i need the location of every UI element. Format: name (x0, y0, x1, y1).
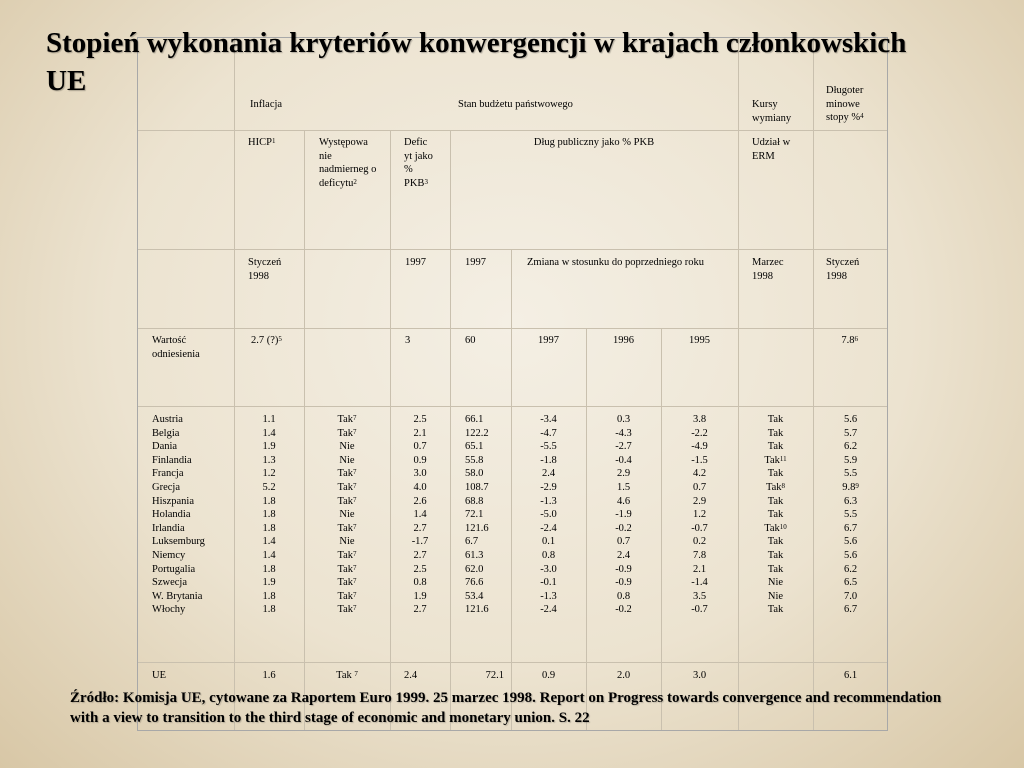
country-name: W. Brytania (152, 590, 203, 602)
change-1996-value: -2.7 (615, 441, 632, 453)
debt-value: 62.0 (465, 563, 484, 575)
excessive-deficit-column (304, 413, 390, 617)
change-1995-value: 2.1 (692, 563, 707, 575)
deficit-value: 2.7 (413, 522, 427, 534)
erm-value: Nie (767, 590, 784, 602)
change-1995-value: -1.4 (691, 577, 708, 589)
eu-change-1995: 3.0 (692, 670, 707, 681)
change-1995-value: 2.9 (692, 495, 707, 507)
change-1996-value: -4.3 (615, 427, 632, 439)
country-names-column (152, 413, 232, 617)
change-1997-value: -1.8 (540, 454, 557, 466)
grid-line (738, 38, 739, 730)
grid-line (138, 662, 887, 663)
grid-line (138, 130, 887, 131)
reference-year-1995: 1995 (689, 335, 710, 346)
erm-value: Nie (767, 577, 784, 589)
long-term-rate-value: 7.0 (843, 590, 858, 602)
erm-value: Tak (767, 509, 784, 521)
change-1997-value: -3.0 (540, 563, 557, 575)
change-1995-value: -0.7 (691, 604, 708, 616)
change-1996-value: -0.2 (615, 604, 632, 616)
debt-value: 55.8 (465, 454, 484, 466)
change-1996-value: 2.9 (616, 468, 631, 480)
change-1995-value: -2.2 (691, 427, 708, 439)
long-term-rate-value: 5.6 (843, 414, 858, 425)
hicp-value: 1.8 (262, 522, 276, 534)
excessive-deficit-value: Tak$^7$ (337, 549, 357, 561)
reference-year-1996: 1996 (613, 335, 634, 346)
deficit-value: 4.0 (413, 481, 427, 493)
long-term-rate-value: 6.2 (843, 441, 858, 453)
country-name: Włochy (152, 604, 186, 616)
change-1996-value: 0.3 (616, 414, 631, 425)
long-term-rate-value: 5.9 (843, 454, 858, 466)
hicp-value: 1.8 (262, 495, 276, 507)
deficit-value: 2.5 (413, 414, 427, 425)
excessive-deficit-value: Nie (339, 441, 355, 453)
change-1997-column (511, 413, 586, 617)
country-name: Szwecja (152, 577, 187, 589)
deficit-value: 2.5 (413, 563, 427, 575)
long-term-rate-value: 5.6 (843, 549, 858, 561)
debt-value: 66.1 (465, 414, 484, 425)
country-name: Hiszpania (152, 495, 194, 507)
long-term-rate-value: $9.8^9$ (842, 481, 859, 493)
country-name: Holandia (152, 509, 191, 521)
erm-value: Tak$^{11}$ (764, 454, 787, 466)
eu-deficit: 2.4 (404, 670, 418, 681)
debt-value: 65.1 (465, 441, 484, 453)
change-1996-value: 4.6 (616, 495, 631, 507)
eu-rate: 6.1 (843, 670, 858, 681)
change-1996-value: -0.9 (615, 563, 632, 575)
header-kursy: Kursy wymiany (752, 99, 792, 124)
long-term-rate-value: 6.3 (843, 495, 858, 507)
eu-debt: 72.1 (485, 670, 504, 681)
deficit-value: 1.9 (413, 590, 427, 602)
hicp-value: 5.2 (262, 481, 276, 493)
debt-value: 72.1 (465, 509, 484, 521)
debt-value: 76.6 (465, 577, 484, 589)
header-hicp-date: Styczeń 1998 (248, 257, 282, 282)
change-1996-value: 0.8 (616, 590, 631, 602)
eu-change-1997: 0.9 (541, 670, 556, 681)
reference-dlug: 60 (465, 335, 476, 346)
header-erm: Udział w ERM (752, 137, 791, 162)
reference-hicp: 2.7 (?)$^5$ (251, 335, 282, 346)
country-name: Irlandia (152, 522, 185, 534)
country-name: Niemcy (152, 549, 186, 561)
excessive-deficit-value: Tak$^7$ (337, 495, 357, 507)
country-name: Luksemburg (152, 536, 205, 548)
country-name: Austria (152, 414, 183, 425)
long-term-rate-value: 6.7 (843, 522, 858, 534)
hicp-value: 1.3 (262, 454, 276, 466)
hicp-value: 1.8 (262, 509, 276, 521)
excessive-deficit-value: Tak$^7$ (337, 563, 357, 575)
header-dlug: Dług publiczny jako % PKB (533, 137, 655, 148)
grid-line (234, 38, 235, 730)
excessive-deficit-value: Tak$^7$ (337, 481, 357, 493)
debt-value: 122.2 (465, 427, 489, 439)
change-1995-value: 4.2 (692, 468, 707, 480)
debt-column (465, 413, 509, 617)
long-term-rate-value: 6.2 (843, 563, 858, 575)
change-1996-value: 0.7 (616, 536, 631, 548)
excessive-deficit-value: Tak$^7$ (337, 427, 357, 439)
debt-value: 121.6 (465, 604, 489, 616)
change-1997-value: -2.4 (540, 522, 557, 534)
excessive-deficit-value: Nie (339, 536, 355, 548)
excessive-deficit-value: Tak$^7$ (337, 604, 357, 616)
change-1996-value: -0.4 (615, 454, 632, 466)
hicp-column (234, 413, 304, 617)
erm-value: Tak (767, 468, 784, 480)
header-budzet: Stan budżetu państwowego (458, 99, 573, 110)
change-1996-column (586, 413, 661, 617)
change-1997-value: -2.9 (540, 481, 557, 493)
change-1996-value: -1.9 (615, 509, 632, 521)
country-name: Grecja (152, 481, 180, 493)
excessive-deficit-value: Tak$^7$ (337, 414, 357, 425)
header-zmiana: Zmiana w stosunku do poprzedniego roku (527, 257, 705, 268)
deficit-value: 2.6 (413, 495, 427, 507)
long-term-rate-value: 6.7 (843, 604, 858, 616)
change-1995-value: 3.5 (692, 590, 707, 602)
long-term-rate-value: 5.5 (843, 509, 858, 521)
long-term-rate-column (813, 413, 888, 617)
slide-title: Stopień wykonania kryteriów konwergencji w krajach członkowskich UE (46, 27, 907, 97)
grid-line (813, 38, 814, 730)
change-1996-value: -0.9 (615, 577, 632, 589)
excessive-deficit-value: Tak$^7$ (337, 468, 357, 480)
change-1997-value: -1.3 (540, 495, 557, 507)
hicp-value: 1.4 (262, 427, 276, 439)
header-dlug-year: 1997 (465, 257, 486, 268)
change-1997-value: -5.5 (540, 441, 557, 453)
deficit-value: 0.7 (413, 441, 427, 453)
grid-line (138, 249, 887, 250)
grid-line (138, 406, 887, 407)
debt-value: 58.0 (465, 468, 484, 480)
erm-value: Tak (767, 536, 784, 548)
hicp-value: 1.9 (262, 441, 276, 453)
erm-value: Tak (767, 427, 784, 439)
erm-value: Tak (767, 563, 784, 575)
change-1997-value: -1.3 (540, 590, 557, 602)
country-name: Finlandia (152, 454, 192, 466)
deficit-value: -1.7 (411, 536, 429, 548)
header-inflacja: Inflacja (250, 99, 283, 110)
grid-line (450, 130, 451, 730)
change-1996-value: -0.2 (615, 522, 632, 534)
change-1997-value: -3.4 (540, 414, 557, 425)
excessive-deficit-value: Nie (339, 454, 355, 466)
deficit-value: 3.0 (413, 468, 427, 480)
header-erm-date: Marzec 1998 (752, 257, 784, 282)
change-1995-value: -1.5 (691, 454, 708, 466)
debt-value: 61.3 (465, 549, 484, 561)
change-1995-column (661, 413, 738, 617)
source-note: Źródło: Komisja UE, cytowane za Raportem Euro 1999. 25 marzec 1998. Report on Progress towards convergence and recommendation with a view to transition to the third stage of economic and monetary union. S. 22 (70, 690, 942, 726)
country-name: Portugalia (152, 563, 196, 575)
reference-stopy: $7.8^6$ (841, 335, 858, 346)
change-1997-value: 0.1 (541, 536, 556, 548)
header-hicp: HICP$^1$ (248, 137, 276, 148)
change-1996-value: 2.4 (616, 549, 631, 561)
reference-label: Wartość odniesienia (152, 335, 200, 360)
header-stopy-date: Styczeń 1998 (826, 257, 860, 282)
reference-deficyt: 3 (405, 335, 411, 346)
header-deficyt: Defic yt jako % PKB$^3$ (404, 137, 433, 189)
change-1995-value: -0.7 (691, 522, 708, 534)
deficit-value: 1.4 (413, 509, 427, 521)
deficit-value: 0.8 (413, 577, 427, 589)
erm-value: Tak (767, 549, 784, 561)
long-term-rate-value: 5.5 (843, 468, 858, 480)
deficit-value: 0.9 (413, 454, 427, 466)
header-wystepowanie: Występowa nie nadmierneg o deficytu$^2$ (319, 137, 377, 189)
change-1997-value: -0.1 (540, 577, 557, 589)
header-deficyt-year: 1997 (405, 257, 426, 268)
erm-value: Tak$^{10}$ (764, 522, 787, 534)
erm-value: Tak (767, 414, 784, 425)
deficit-value: 2.1 (413, 427, 427, 439)
country-name: Dania (152, 441, 178, 453)
country-name: Francja (152, 468, 184, 480)
change-1997-value: -4.7 (540, 427, 557, 439)
erm-value: Tak (767, 604, 784, 616)
deficit-column (390, 413, 450, 617)
erm-value: Tak (767, 441, 784, 453)
debt-value: 121.6 (465, 522, 489, 534)
change-1996-value: 1.5 (616, 481, 631, 493)
change-1995-value: 7.8 (692, 549, 707, 561)
eu-label: UE (152, 670, 166, 681)
erm-value: Tak (767, 495, 784, 507)
hicp-value: 1.1 (262, 414, 276, 425)
change-1997-value: 2.4 (541, 468, 556, 480)
excessive-deficit-value: Tak$^7$ (337, 522, 357, 534)
erm-value: Tak$^8$ (765, 481, 786, 493)
header-dlugoterminowe: Długoter minowe stopy %$^4$ (826, 85, 864, 124)
excessive-deficit-value: Nie (339, 509, 355, 521)
eu-hicp: 1.6 (262, 670, 276, 681)
change-1997-value: -5.0 (540, 509, 557, 521)
debt-value: 53.4 (465, 590, 484, 602)
hicp-value: 1.8 (262, 563, 276, 575)
change-1995-value: -4.9 (691, 441, 708, 453)
eu-excess: Tak $^7$ (336, 670, 358, 681)
debt-value: 68.8 (465, 495, 484, 507)
debt-value: 108.7 (465, 481, 489, 493)
country-name: Belgia (152, 427, 180, 439)
convergence-table (137, 37, 888, 731)
change-1995-value: 0.7 (692, 481, 707, 493)
deficit-value: 2.7 (413, 549, 427, 561)
hicp-value: 1.2 (262, 468, 276, 480)
change-1995-value: 1.2 (692, 509, 707, 521)
excessive-deficit-value: Tak$^7$ (337, 590, 357, 602)
long-term-rate-value: 5.7 (843, 427, 858, 439)
excessive-deficit-value: Tak$^7$ (337, 577, 357, 589)
reference-year-1997: 1997 (538, 335, 559, 346)
change-1995-value: 3.8 (692, 414, 707, 425)
debt-value: 6.7 (465, 536, 479, 548)
hicp-value: 1.8 (262, 590, 276, 602)
hicp-value: 1.8 (262, 604, 276, 616)
deficit-value: 2.7 (413, 604, 427, 616)
hicp-value: 1.9 (262, 577, 276, 589)
hicp-value: 1.4 (262, 536, 276, 548)
eu-change-1996: 2.0 (616, 670, 631, 681)
grid-line (138, 328, 887, 329)
change-1997-value: -2.4 (540, 604, 557, 616)
hicp-value: 1.4 (262, 549, 276, 561)
change-1995-value: 0.2 (692, 536, 707, 548)
erm-column (738, 413, 813, 617)
long-term-rate-value: 6.5 (843, 577, 858, 589)
long-term-rate-value: 5.6 (843, 536, 858, 548)
change-1997-value: 0.8 (541, 549, 556, 561)
